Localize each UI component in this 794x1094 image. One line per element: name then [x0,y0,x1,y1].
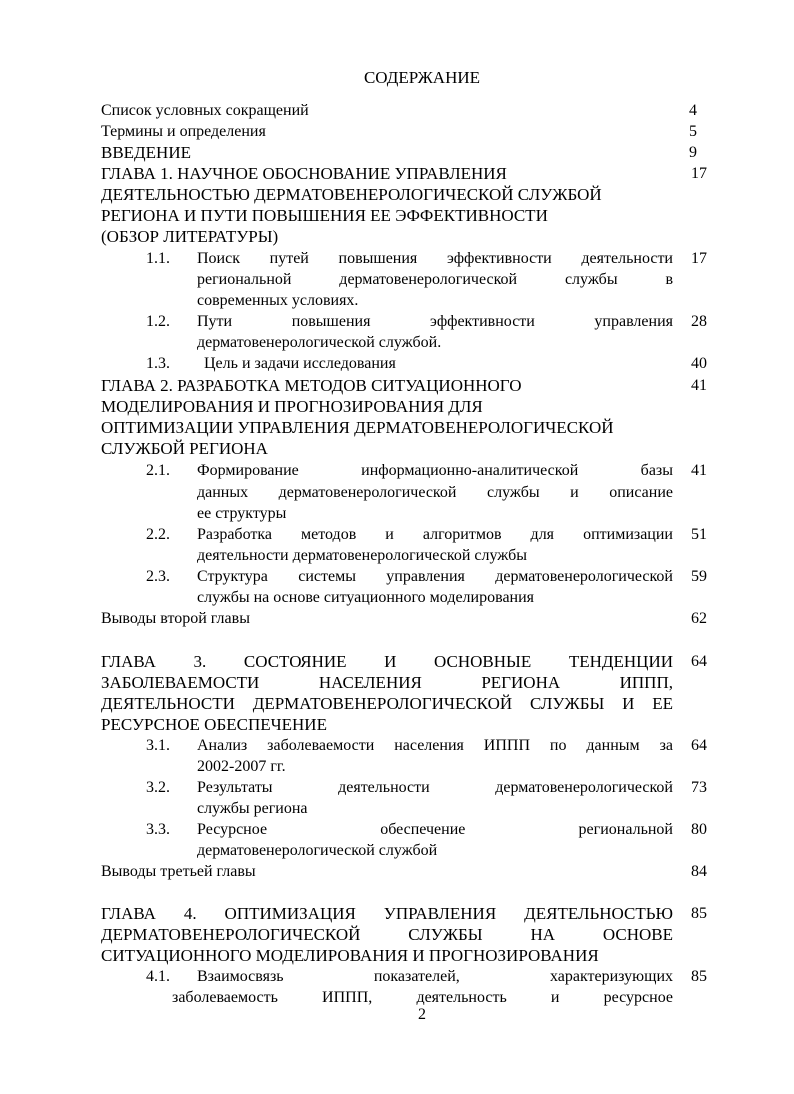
section-line: дерматовенерологической службой. [197,334,442,351]
section-line: деятельности дерматовенерологической службы [197,547,527,564]
toc-title: СОДЕРЖАНИЕ [363,68,481,87]
section-line: современных условиях. [197,292,359,309]
toc-page-number: 9 [689,144,697,161]
section-line: дерматовенерологической службой [197,842,438,859]
toc-page-number: 84 [691,863,707,880]
chapter-heading-line: РЕГИОНА И ПУТИ ПОВЫШЕНИЯ ЕЕ ЭФФЕКТИВНОСТИ [101,206,548,225]
section-number: 2.3. [146,568,170,585]
section-number: 2.1. [146,462,170,479]
toc-entry-line: Выводы второй главы [101,610,250,627]
section-line: Цель и задачи исследования [204,355,396,372]
toc-page-number: 85 [691,905,707,922]
toc-page-number: 59 [691,568,707,585]
chapter-heading-line: СИТУАЦИОННОГО МОДЕЛИРОВАНИЯ И ПРОГНОЗИРОВАНИЯ [101,946,599,965]
toc-page-number: 85 [691,968,707,985]
toc-page-number: 17 [691,165,707,182]
section-line: Анализ заболеваемости населения ИППП по данным за [197,737,673,754]
footer-page-number: 2 [418,1006,426,1023]
toc-page-number: 41 [691,377,707,394]
toc-page-number: 40 [691,355,707,372]
section-number: 3.3. [146,821,170,838]
chapter-heading-line: ЗАБОЛЕВАЕМОСТИ НАСЕЛЕНИЯ РЕГИОНА ИППП, [101,673,673,692]
chapter-heading-line: ДЕЯТЕЛЬНОСТИ ДЕРМАТОВЕНЕРОЛОГИЧЕСКОЙ СЛУЖБЫ И ЕЕ [101,694,673,713]
section-line: Структура системы управления дерматовенерологической [197,568,673,585]
toc-page-number: 64 [691,653,707,670]
chapter-heading-line: ГЛАВА 3. СОСТОЯНИЕ И ОСНОВНЫЕ ТЕНДЕНЦИИ [101,652,673,671]
section-line: Результаты деятельности дерматовенерологической [197,779,673,796]
toc-page-number: 51 [691,526,707,543]
section-number: 4.1. [146,968,170,985]
toc-entry-line: Термины и определения [101,123,266,140]
section-line: ее структуры [197,505,287,522]
toc-page-number: 62 [691,610,707,627]
chapter-heading-line: ГЛАВА 1. НАУЧНОЕ ОБОСНОВАНИЕ УПРАВЛЕНИЯ [101,164,507,183]
section-line: заболеваемость ИППП, деятельность и ресурсное [172,989,673,1006]
chapter-heading-line: (ОБЗОР ЛИТЕРАТУРЫ) [101,227,279,246]
section-line: 2002-2007 гг. [197,758,286,775]
chapter-heading-line: ГЛАВА 2. РАЗРАБОТКА МЕТОДОВ СИТУАЦИОННОГО [101,376,522,395]
chapter-heading-line: РЕСУРСНОЕ ОБЕСПЕЧЕНИЕ [101,715,327,734]
chapter-heading-line: МОДЕЛИРОВАНИЯ И ПРОГНОЗИРОВАНИЯ ДЛЯ [101,397,483,416]
chapter-heading-line: ОПТИМИЗАЦИИ УПРАВЛЕНИЯ ДЕРМАТОВЕНЕРОЛОГИЧЕСКОЙ [101,418,614,437]
section-number: 3.2. [146,779,170,796]
toc-entry-line: ВВЕДЕНИЕ [101,143,191,162]
section-line: Пути повышения эффективности управления [197,313,673,330]
toc-page-number: 28 [691,313,707,330]
toc-page-number: 5 [689,123,697,140]
toc-entry-line: Выводы третьей главы [101,863,256,880]
toc-entry-line: Список условных сокращений [101,102,309,119]
section-number: 3.1. [146,737,170,754]
section-line: службы региона [197,800,308,817]
section-line: Ресурсное обеспечение региональной [197,821,673,838]
section-line: региональной дерматовенерологической службы в [197,271,673,288]
toc-page-number: 64 [691,737,707,754]
chapter-heading-line: ДЕЯТЕЛЬНОСТЬЮ ДЕРМАТОВЕНЕРОЛОГИЧЕСКОЙ СЛУЖБОЙ [101,185,602,204]
section-number: 1.2. [146,313,170,330]
section-line: данных дерматовенерологической службы и описание [197,484,673,501]
section-line: Поиск путей повышения эффективности деятельности [197,250,673,267]
toc-page-number: 4 [689,102,697,119]
toc-page-number: 80 [691,821,707,838]
section-line: Взаимосвязь показателей, характеризующих [197,968,673,985]
section-number: 1.1. [146,250,170,267]
toc-page-number: 41 [691,462,707,479]
toc-page-number: 73 [691,779,707,796]
chapter-heading-line: ДЕРМАТОВЕНЕРОЛОГИЧЕСКОЙ СЛУЖБЫ НА ОСНОВЕ [101,925,673,944]
section-line: службы на основе ситуационного моделирования [197,589,535,606]
toc-page-number: 17 [691,250,707,267]
chapter-heading-line: ГЛАВА 4. ОПТИМИЗАЦИЯ УПРАВЛЕНИЯ ДЕЯТЕЛЬНОСТЬЮ [101,904,673,923]
chapter-heading-line: СЛУЖБОЙ РЕГИОНА [101,439,268,458]
section-number: 1.3. [146,355,170,372]
section-number: 2.2. [146,526,170,543]
section-line: Разработка методов и алгоритмов для оптимизации [197,526,673,543]
section-line: Формирование информационно-аналитической базы [197,462,673,479]
